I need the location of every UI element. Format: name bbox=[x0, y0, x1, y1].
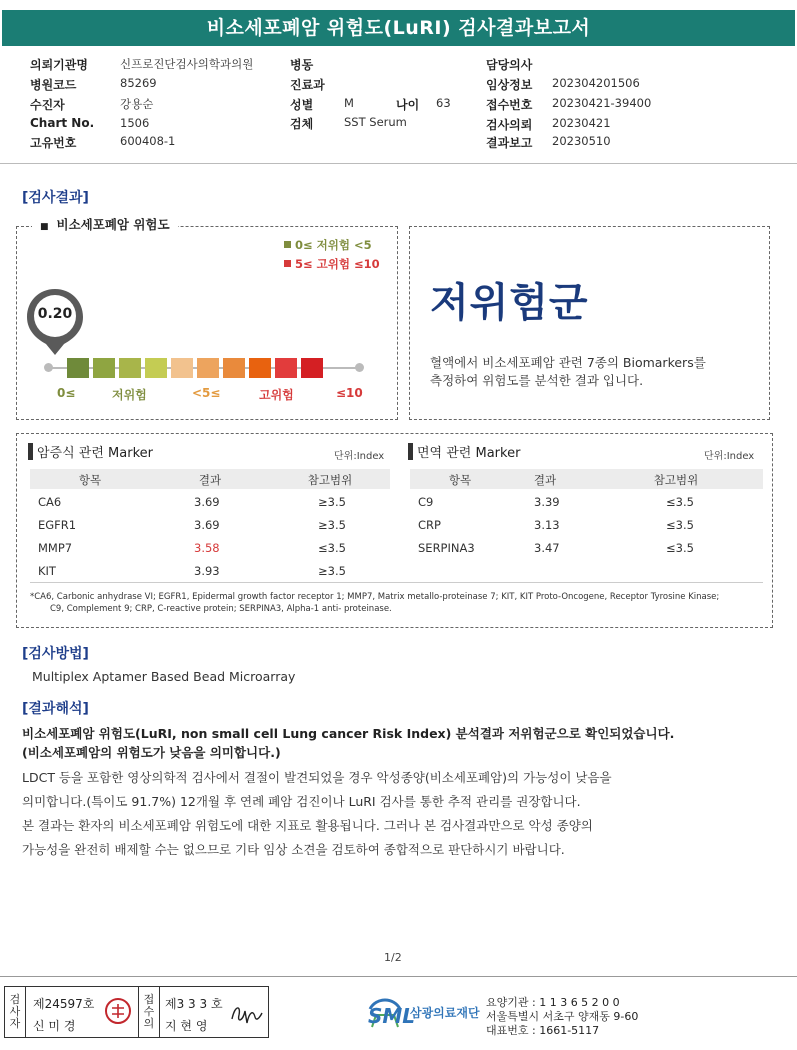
examiner-label: 검 사 자 bbox=[9, 993, 21, 1030]
immune-table-title-text: 면역 관련 Marker bbox=[417, 446, 521, 461]
header-value: 신프로진단검사의학과의원 bbox=[120, 57, 254, 71]
col-header: 결과 bbox=[533, 473, 557, 487]
org-code: 요양기관 : 1 1 3 6 5 2 0 0 bbox=[486, 996, 620, 1009]
gauge-segment bbox=[145, 358, 167, 378]
bullet-icon: ■ bbox=[40, 222, 49, 232]
header-label: 담당의사 bbox=[486, 58, 533, 72]
title-bar-marker bbox=[408, 443, 413, 460]
marker-reference: ≥3.5 bbox=[318, 495, 346, 509]
score-pin-icon bbox=[24, 286, 86, 358]
header-value: M bbox=[344, 96, 354, 110]
header-value: 20230421-39400 bbox=[552, 96, 652, 110]
marker-reference: ≥3.5 bbox=[318, 518, 346, 532]
header-value: SST Serum bbox=[344, 115, 407, 129]
page-number: 1/2 bbox=[384, 951, 402, 964]
risk-subtitle bbox=[32, 215, 178, 233]
interpretation-line: LDCT 등을 포함한 영상의학적 검사에서 결절이 발견되었을 경우 악성종양(비소세포폐암)의 가능성이 낮음을 bbox=[22, 770, 612, 785]
marker-name: C9 bbox=[418, 495, 434, 509]
col-header: 항목 bbox=[78, 473, 102, 487]
immune-table-title bbox=[408, 442, 520, 461]
risk-description-line: 측정하여 위험도를 분석한 결과 입니다. bbox=[430, 373, 644, 388]
gauge-segment bbox=[67, 358, 89, 378]
marker-result: 3.39 bbox=[534, 495, 560, 509]
gauge-segment bbox=[171, 358, 193, 378]
stamp-icon bbox=[103, 996, 133, 1026]
interpretation-line: 의미합니다.(특이도 91.7%) 12개월 후 연례 폐암 검진이나 LuRI 검사를 통한 추적 관리를 권장합니다. bbox=[22, 794, 581, 809]
interpretation-line: 본 결과는 환자의 비소세포폐암 위험도에 대한 지표로 활용됩니다. 그러나 본 검사결과만으로 악성 종양의 bbox=[22, 818, 593, 833]
interpretation-summary: (비소세포폐암의 위험도가 낮음을 의미합니다.) bbox=[22, 745, 281, 760]
signature-box bbox=[4, 986, 269, 1038]
marker-name: SERPINA3 bbox=[418, 541, 475, 555]
gauge-end-dot bbox=[355, 363, 364, 372]
gauge-segment bbox=[197, 358, 219, 378]
header-label: Chart No. bbox=[30, 116, 95, 130]
header-value: 85269 bbox=[120, 76, 157, 90]
gauge-segment bbox=[249, 358, 271, 378]
legend-high-swatch bbox=[284, 260, 291, 267]
marker-reference: ≤3.5 bbox=[666, 518, 694, 532]
gauge-end-dot bbox=[44, 363, 53, 372]
org-phone: 대표번호 : 1661-5117 bbox=[486, 1024, 600, 1037]
section-title-interpretation: [결과해석] bbox=[22, 701, 89, 717]
header-label: 고유번호 bbox=[30, 136, 77, 150]
gauge-segment bbox=[275, 358, 297, 378]
scale-label: ≤10 bbox=[336, 386, 363, 400]
marker-name: CRP bbox=[418, 518, 441, 532]
gauge-segment bbox=[93, 358, 115, 378]
header-value: 1506 bbox=[120, 116, 150, 130]
header-label: 진료과 bbox=[290, 78, 325, 92]
header-value: 600408-1 bbox=[120, 134, 176, 148]
marker-name: KIT bbox=[38, 564, 56, 578]
report-title: 비소세포폐암 위험도(LuRI) 검사결과보고서 bbox=[2, 10, 795, 46]
header-value: 202304201506 bbox=[552, 76, 640, 90]
scale-label: 0≤ bbox=[57, 386, 76, 400]
marker-reference: ≤3.5 bbox=[666, 541, 694, 555]
footnote-line: *CA6, Carbonic anhydrase VI; EGFR1, Epidermal growth factor receptor 1; MMP7, Matrix metallo-proteinase 7; KIT, KIT Proto-Oncogene, Receptor Tyrosine Kinase; bbox=[30, 592, 720, 602]
marker-result: 3.13 bbox=[534, 518, 560, 532]
interpretation-line: 가능성을 완전히 배제할 수는 없으므로 기타 임상 소견을 검토하여 종합적으로 판단하시기 바랍니다. bbox=[22, 842, 565, 857]
marker-reference: ≤3.5 bbox=[318, 541, 346, 555]
marker-name: MMP7 bbox=[38, 541, 73, 555]
marker-result: 3.69 bbox=[194, 518, 220, 532]
legend-low bbox=[284, 237, 372, 253]
header-label: 의뢰기관명 bbox=[30, 58, 88, 72]
section-title-result: [검사결과] bbox=[22, 190, 89, 206]
header-value: 강용순 bbox=[120, 97, 154, 111]
logo-text: SML bbox=[368, 1004, 416, 1028]
method-text: Multiplex Aptamer Based Bead Microarray bbox=[32, 669, 296, 684]
header-value: 63 bbox=[436, 96, 451, 110]
signature-icon bbox=[229, 999, 265, 1027]
examiner-name: 신 미 경 bbox=[33, 1019, 76, 1033]
marker-reference: ≤3.5 bbox=[666, 495, 694, 509]
footnote-line: C9, Complement 9; CRP, C-reactive protein; SERPINA3, Alpha-1 anti- proteinase. bbox=[50, 604, 392, 614]
interpretation-summary: 비소세포폐암 위험도(LuRI, non small cell Lung cancer Risk Index) 분석결과 저위험군으로 확인되었습니다. bbox=[22, 726, 675, 741]
examiner-number: 제24597호 bbox=[33, 997, 95, 1011]
table-divider bbox=[30, 582, 763, 583]
risk-group: 저위험군 bbox=[430, 280, 589, 326]
org-address: 서울특별시 서초구 양재동 9-60 bbox=[486, 1010, 639, 1023]
header-label: 나이 bbox=[396, 98, 420, 112]
marker-name: CA6 bbox=[38, 495, 62, 509]
col-header: 항목 bbox=[448, 473, 472, 487]
legend-low-text: 0≤ 저위험 <5 bbox=[295, 238, 372, 252]
risk-score: 0.20 bbox=[37, 306, 73, 322]
legend-high bbox=[284, 256, 380, 272]
marker-result: 3.47 bbox=[534, 541, 560, 555]
header-value: 20230421 bbox=[552, 116, 611, 130]
legend-high-text: 5≤ 고위험 ≤10 bbox=[295, 257, 380, 271]
header-label: 접수번호 bbox=[486, 98, 533, 112]
cancer-table-title bbox=[28, 442, 153, 461]
receiver-label: 접 수 의 bbox=[143, 993, 155, 1030]
header-label: 검체 bbox=[290, 117, 314, 131]
header-label: 결과보고 bbox=[486, 136, 533, 150]
gauge-segment bbox=[301, 358, 323, 378]
marker-name: EGFR1 bbox=[38, 518, 77, 532]
header-label: 병동 bbox=[290, 58, 314, 72]
marker-reference: ≥3.5 bbox=[318, 564, 346, 578]
risk-description bbox=[430, 354, 760, 390]
immune-unit: 단위:Index bbox=[704, 451, 755, 462]
col-header: 참고범위 bbox=[307, 473, 353, 487]
marker-result: 3.93 bbox=[194, 564, 220, 578]
risk-subtitle-text: 비소세포폐암 위험도 bbox=[56, 217, 170, 232]
gauge-segment bbox=[223, 358, 245, 378]
header-label: 성별 bbox=[290, 98, 314, 112]
header-label: 병원코드 bbox=[30, 78, 77, 92]
scale-label: 고위험 bbox=[259, 388, 294, 402]
gauge-segment bbox=[119, 358, 141, 378]
header-value: 20230510 bbox=[552, 134, 611, 148]
marker-result: 3.69 bbox=[194, 495, 220, 509]
header-divider bbox=[0, 163, 797, 164]
header-label: 임상정보 bbox=[486, 78, 533, 92]
title-bar-marker bbox=[28, 443, 33, 460]
header-label: 검사의뢰 bbox=[486, 118, 533, 132]
receiver-number: 제3 3 3 호 bbox=[165, 997, 223, 1011]
cancer-table-title-text: 암증식 관련 Marker bbox=[37, 446, 153, 461]
scale-label: <5≤ bbox=[192, 386, 221, 400]
marker-result: 3.58 bbox=[194, 541, 220, 555]
col-header: 결과 bbox=[198, 473, 222, 487]
risk-description-line: 혈액에서 비소세포폐암 관련 7종의 Biomarkers를 bbox=[430, 355, 706, 370]
org-name: 삼광의료재단 bbox=[410, 1006, 480, 1020]
footer-divider bbox=[0, 976, 797, 977]
header-label: 수진자 bbox=[30, 98, 65, 112]
receiver-name: 지 현 영 bbox=[165, 1019, 208, 1033]
cancer-unit: 단위:Index bbox=[334, 451, 385, 462]
legend-low-swatch bbox=[284, 241, 291, 248]
col-header: 참고범위 bbox=[653, 473, 699, 487]
marker-footnote bbox=[30, 591, 750, 615]
scale-label: 저위험 bbox=[112, 388, 147, 402]
section-title-method: [검사방법] bbox=[22, 646, 89, 662]
